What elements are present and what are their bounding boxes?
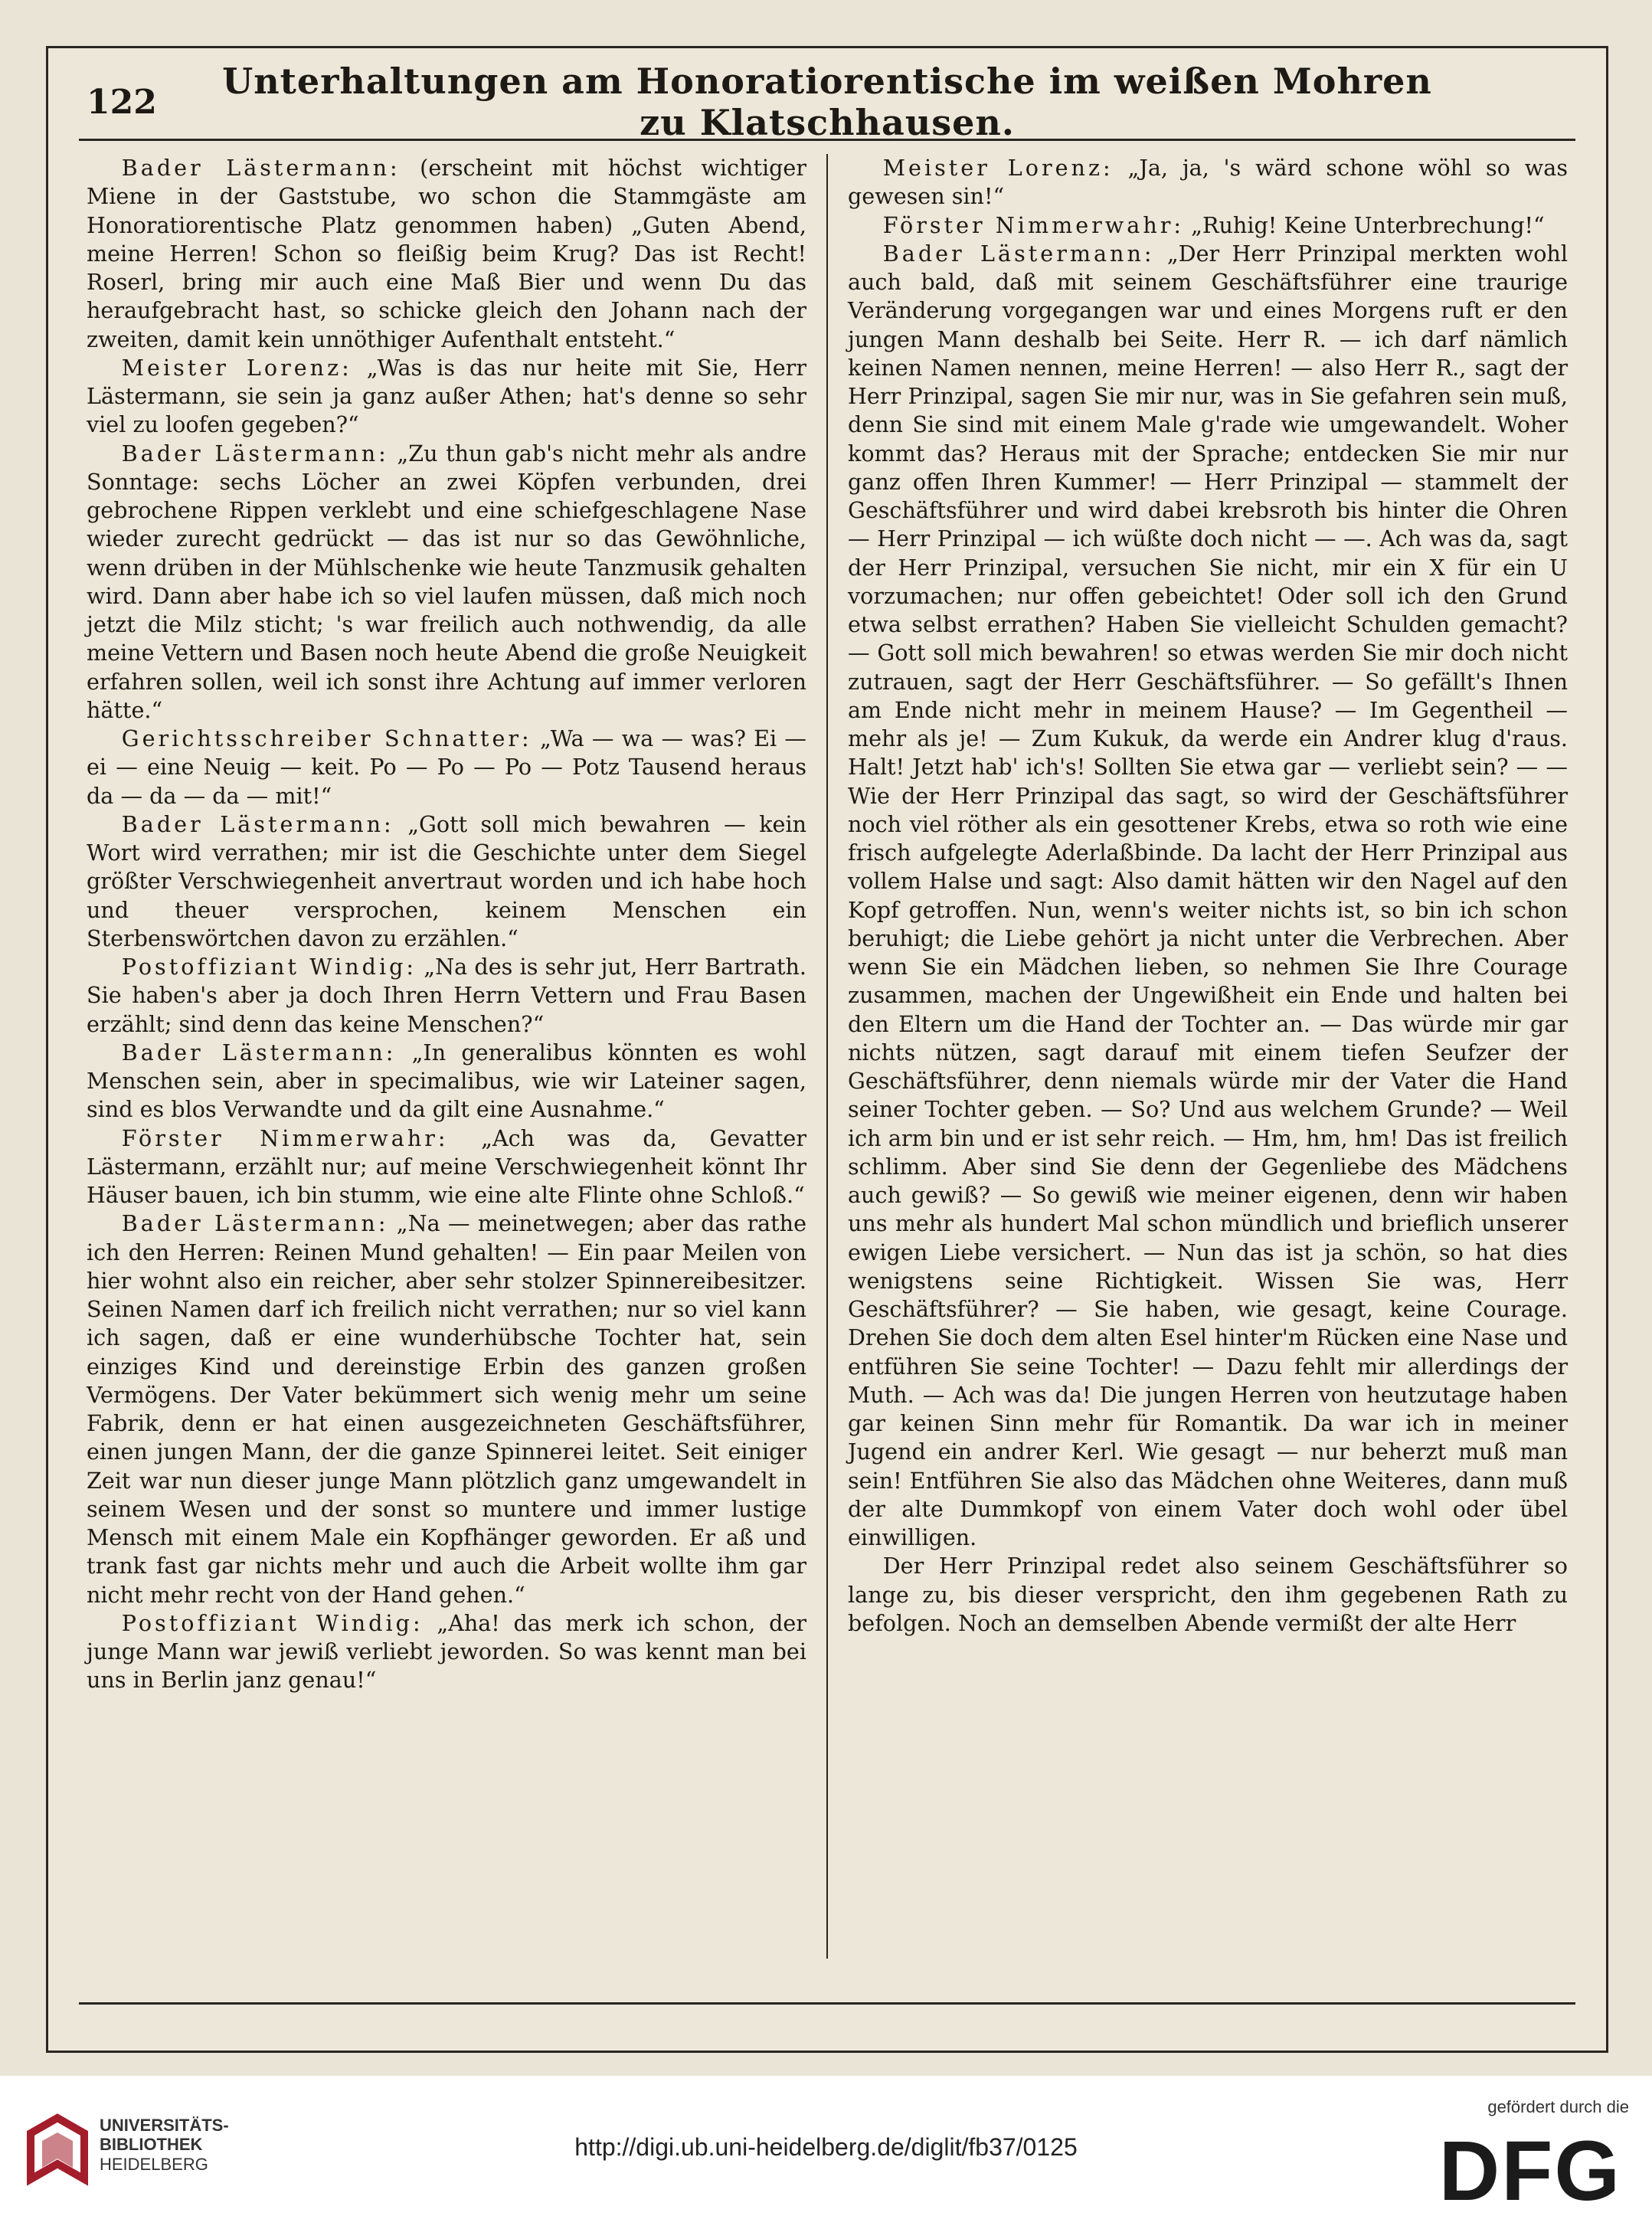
paragraph bbox=[87, 440, 806, 725]
funding-note: gefördert durch die bbox=[1487, 2097, 1629, 2116]
speaker-name: Meister Lorenz: bbox=[882, 155, 1114, 181]
paragraph-text: „Wa — wa — was? Ei — ei — eine Neuig — keit. Po — Po — Po — Potz Tausend heraus da — da — da — mit!“ bbox=[87, 725, 806, 809]
speaker-name: Meister Lorenz: bbox=[121, 354, 352, 381]
paragraph-text: „Ruhig! Keine Unterbrechung!“ bbox=[1184, 211, 1545, 238]
paragraph bbox=[87, 1209, 806, 1609]
page-header bbox=[87, 61, 1568, 143]
paragraph-text: „Was is das nur heite mit Sie, Herr Lästermann, sie sein ja ganz außer Athen; hat's denne so sehr viel zu loofen gegeben?“ bbox=[87, 354, 807, 438]
speaker-name: Gerichtsschreiber Schnatter: bbox=[121, 725, 532, 751]
speaker-name: Bader Lästermann: bbox=[882, 240, 1155, 267]
paragraph bbox=[848, 240, 1568, 1553]
left-column bbox=[87, 154, 828, 1959]
speaker-name: Bader Lästermann: bbox=[121, 1039, 397, 1065]
paragraph-text: Der Herr Prinzipal redet also seinem Geschäftsführer so lange zu, bis dieser verspricht, den ihm gegebenen Rath zu befolgen. Noch an demselben Abende vermißt der alte Herr bbox=[848, 1553, 1568, 1636]
paragraph bbox=[87, 810, 806, 953]
paragraph-text: „Ja, ja, 's wärd schone wöhl so was gewesen sin!“ bbox=[848, 155, 1569, 210]
library-name: UNIVERSITÄTS- BIBLIOTHEK HEIDELBERG bbox=[100, 2116, 229, 2174]
speaker-name: Postoffiziant Windig: bbox=[121, 954, 417, 980]
paragraph bbox=[87, 154, 806, 354]
paragraph-text: „Zu thun gab's nicht mehr als andre Sonntage: sechs Löcher an zwei Köpfen verbunden, drei gebrochene Rippen verklebt und eine schiefgeschlagene Nase wieder zurecht gedrückt — das ist nur so das Gewöhnliche, wenn drüben in der Mühlschenke wie heute Tanzmusik gehalten wird. Dann aber habe ich so viel laufen müssen, daß mich noch jetzt die Milz sticht; 's war freilich auch nothwendig, da alle meine Vettern und Basen noch heute Abend die große Neuigkeit erfahren sollen, weil ich sonst ihre Achtung auf immer verloren hätte.“ bbox=[87, 440, 806, 723]
paragraph-text: „Na — meinetwegen; aber das rathe ich den Herren: Reinen Mund gehalten! — Ein paar Meilen von hier wohnt also ein reicher, aber sehr stolzer Spinnereibesitzer. Seinen Namen darf ich freilich nicht verrathen; nur so viel kann ich sagen, daß er eine wunderhübsche Tochter hat, sein einziges Kind und dereinstige Erbin des ganzen großen Vermögens. Der Vater bekümmert sich wenig mehr um seine Fabrik, denn er hat einen ausgezeichneten Geschäftsführer, einen jungen Mann, der die ganze Spinnerei leitet. Seit einiger Zeit war nun dieser junge Mann plötzlich ganz umgewandelt in seinem Wesen und der sonst so muntere und immer lustige Mensch mit einem Male ein Kopfhänger geworden. Er aß und trank fast gar nichts mehr und auch die Arbeit wollte ihm gar nicht mehr recht von der Hand gehen.“ bbox=[87, 1210, 806, 1608]
speaker-name: Förster Nimmerwahr: bbox=[121, 1124, 449, 1151]
running-title: Unterhaltungen am Honoratiorentische im weißen Mohren zu Klatschhausen. bbox=[222, 61, 1432, 143]
paragraph-text: „In generalibus könnten es wohl Menschen sein, aber in specimalibus, wie wir Lateiner sagen, sind es blos Verwandte und da gilt eine Ausnahme.“ bbox=[87, 1039, 806, 1123]
paragraph-text: „Na des is sehr jut, Herr Bartrath. Sie haben's aber ja doch Ihren Herrn Vettern und Frau Basen erzählt; sind denn das keine Menschen?“ bbox=[87, 954, 807, 1037]
paragraph bbox=[87, 725, 806, 810]
speaker-name: Bader Lästermann: bbox=[121, 440, 389, 466]
header-rule bbox=[79, 139, 1575, 141]
speaker-name: Bader Lästermann: bbox=[121, 810, 394, 837]
paragraph-text: „Der Herr Prinzipal merkten wohl auch bald, daß mit seinem Geschäftsführer eine traurige Veränderung vorgegangen war und eines Morgens ruft er den jungen Mann deshalb bei Seite. Herr R. — ich darf nämlich keinen Namen nennen, meine Herren! — also Herr R., sagt der Herr Prinzipal, sagen Sie mir nur, was in Sie gefahren sein muß, denn Sie sind mit einem Male g'rade wie umgewandelt. Woher kommt das? Heraus mit der Sprache; entdecken Sie mir nur ganz offen Ihren Kummer! — Herr Prinzipal — stammelt der Geschäftsführer und wird dabei krebsroth bis hinter die Ohren — Herr Prinzipal — ich wüßte doch nicht — —. Ach was da, sagt der Herr Prinzipal, versuchen Sie nicht, mir ein X für ein U vorzumachen; nur offen gebeichtet! Oder soll ich den Grund etwa selbst errathen? Haben Sie vielleicht Schulden gemacht? — Gott soll mich bewahren! so etwas werden Sie mir doch nicht zutrauen, sagt der Herr Geschäftsführer. — So gefällt's Ihnen am Ende nicht mehr in meinem Hause? — Im Gegentheil — mehr als je! — Zum Kukuk, da werde ein Andrer klug d'raus. Halt! Jetzt hab' ich's! Sollten Sie etwa gar — verliebt sein? — — Wie der Herr Prinzipal das sagt, so wird der Geschäftsführer noch viel röther als ein gesottener Krebs, etwa so roth wie eine frisch aufgelegte Aderlaßbinde. Da lacht der Herr Prinzipal aus vollem Halse und sagt: Also damit hätten wir den Nagel auf den Kopf getroffen. Nun, wenn's weiter nichts ist, so bin ich schon beruhigt; die Liebe gehört ja nicht unter die Verbrechen. Aber wenn Sie ein Mädchen lieben, so nehmen Sie Ihre Courage zusammen, machen der Ungewißheit ein Ende und halten bei den Eltern um die Hand der Tochter an. — Das würde mir gar nichts nützen, sagt darauf mit einem tiefen Seufzer der Geschäftsführer, denn niemals würde mir der Vater die Hand seiner Tochter geben. — So? Und aus welchem Grunde? — Weil ich arm bin und er ist sehr reich. — Hm, hm, hm! Das ist freilich schlimm. Aber sind Sie denn der Gegenliebe des Mädchens auch gewiß? — So gewiß wie meiner eigenen, denn wir haben uns mehr als hundert Mal schon mündlich und brieflich unserer ewigen Liebe versichert. — Nun das ist ja schön, so hat dies wenigstens seine Richtigkeit. Wissen Sie was, Herr Geschäftsführer? — Sie haben, wie gesagt, keine Courage. Drehen Sie doch dem alten Esel hinter'm Rücken eine Nase und entführen Sie seine Tochter! — Dazu fehlt mir allerdings der Muth. — Ach was da! Die jungen Herren von heutzutage haben gar keinen Sinn mehr für Romantik. Da war ich in meiner Jugend ein andrer Kerl. Wie gesagt — nur beherzt muß man sein! Entführen Sie also das Mädchen ohne Weiteres, dann muß der alte Dummkopf von einem Vater doch wohl oder übel einwilligen. bbox=[848, 240, 1568, 1550]
speaker-name: Bader Lästermann: bbox=[121, 1210, 389, 1237]
paragraph-text: „Gott soll mich bewahren — kein Wort wird verrathen; mir ist die Geschichte unter dem Siegel größter Verschwiegenheit anvertraut worden und ich habe hoch und theuer versprochen, keinem Menschen ein Sterbenswörtchen davon zu erzählen.“ bbox=[87, 810, 807, 951]
footer-bar bbox=[0, 2076, 1652, 2229]
paragraph bbox=[87, 953, 806, 1039]
paragraph-text: (erscheint mit höchst wichtiger Miene in der Gaststube, wo schon die Stammgäste am Honoratiorentische Platz genommen haben) „Guten Abend, meine Herren! Schon so fleißig beim Krug? Das ist Recht! Roserl, bring mir auch eine Maß Bier und wenn Du das heraufgebracht hast, so schicke gleich den Johann nach der zweiten, damit kein unnöthiger Aufenthalt entsteht.“ bbox=[87, 155, 807, 352]
paragraph-text: „Aha! das merk ich schon, der junge Mann war jewiß verliebt jeworden. So was kennt man bei uns in Berlin janz genau!“ bbox=[87, 1609, 806, 1694]
paragraph bbox=[87, 1039, 806, 1124]
bottom-rule bbox=[79, 2002, 1575, 2005]
paragraph bbox=[848, 211, 1568, 240]
speaker-name: Förster Nimmerwahr: bbox=[882, 211, 1185, 238]
paragraph bbox=[87, 1124, 806, 1210]
paragraph bbox=[87, 1609, 806, 1695]
source-url-link[interactable]: http://digi.ub.uni-heidelberg.de/diglit/fb37/0125 bbox=[574, 2133, 1078, 2161]
paragraph bbox=[87, 354, 806, 440]
scanned-page bbox=[46, 46, 1608, 2053]
paragraph bbox=[848, 154, 1568, 211]
dfg-logo: DFG bbox=[1438, 2124, 1621, 2218]
page-number: 122 bbox=[87, 82, 157, 122]
right-column bbox=[828, 154, 1568, 1959]
speaker-name: Postoffiziant Windig: bbox=[121, 1609, 424, 1636]
speaker-name: Bader Lästermann: bbox=[121, 155, 401, 181]
text-columns bbox=[87, 154, 1568, 1959]
paragraph bbox=[848, 1552, 1568, 1638]
paragraph-text: „Ach was da, Gevatter Lästermann, erzählt nur; auf meine Verschwiegenheit könnt Ihr Häuser bauen, ich bin stumm, wie eine alte Flinte ohne Schloß.“ bbox=[87, 1124, 806, 1208]
